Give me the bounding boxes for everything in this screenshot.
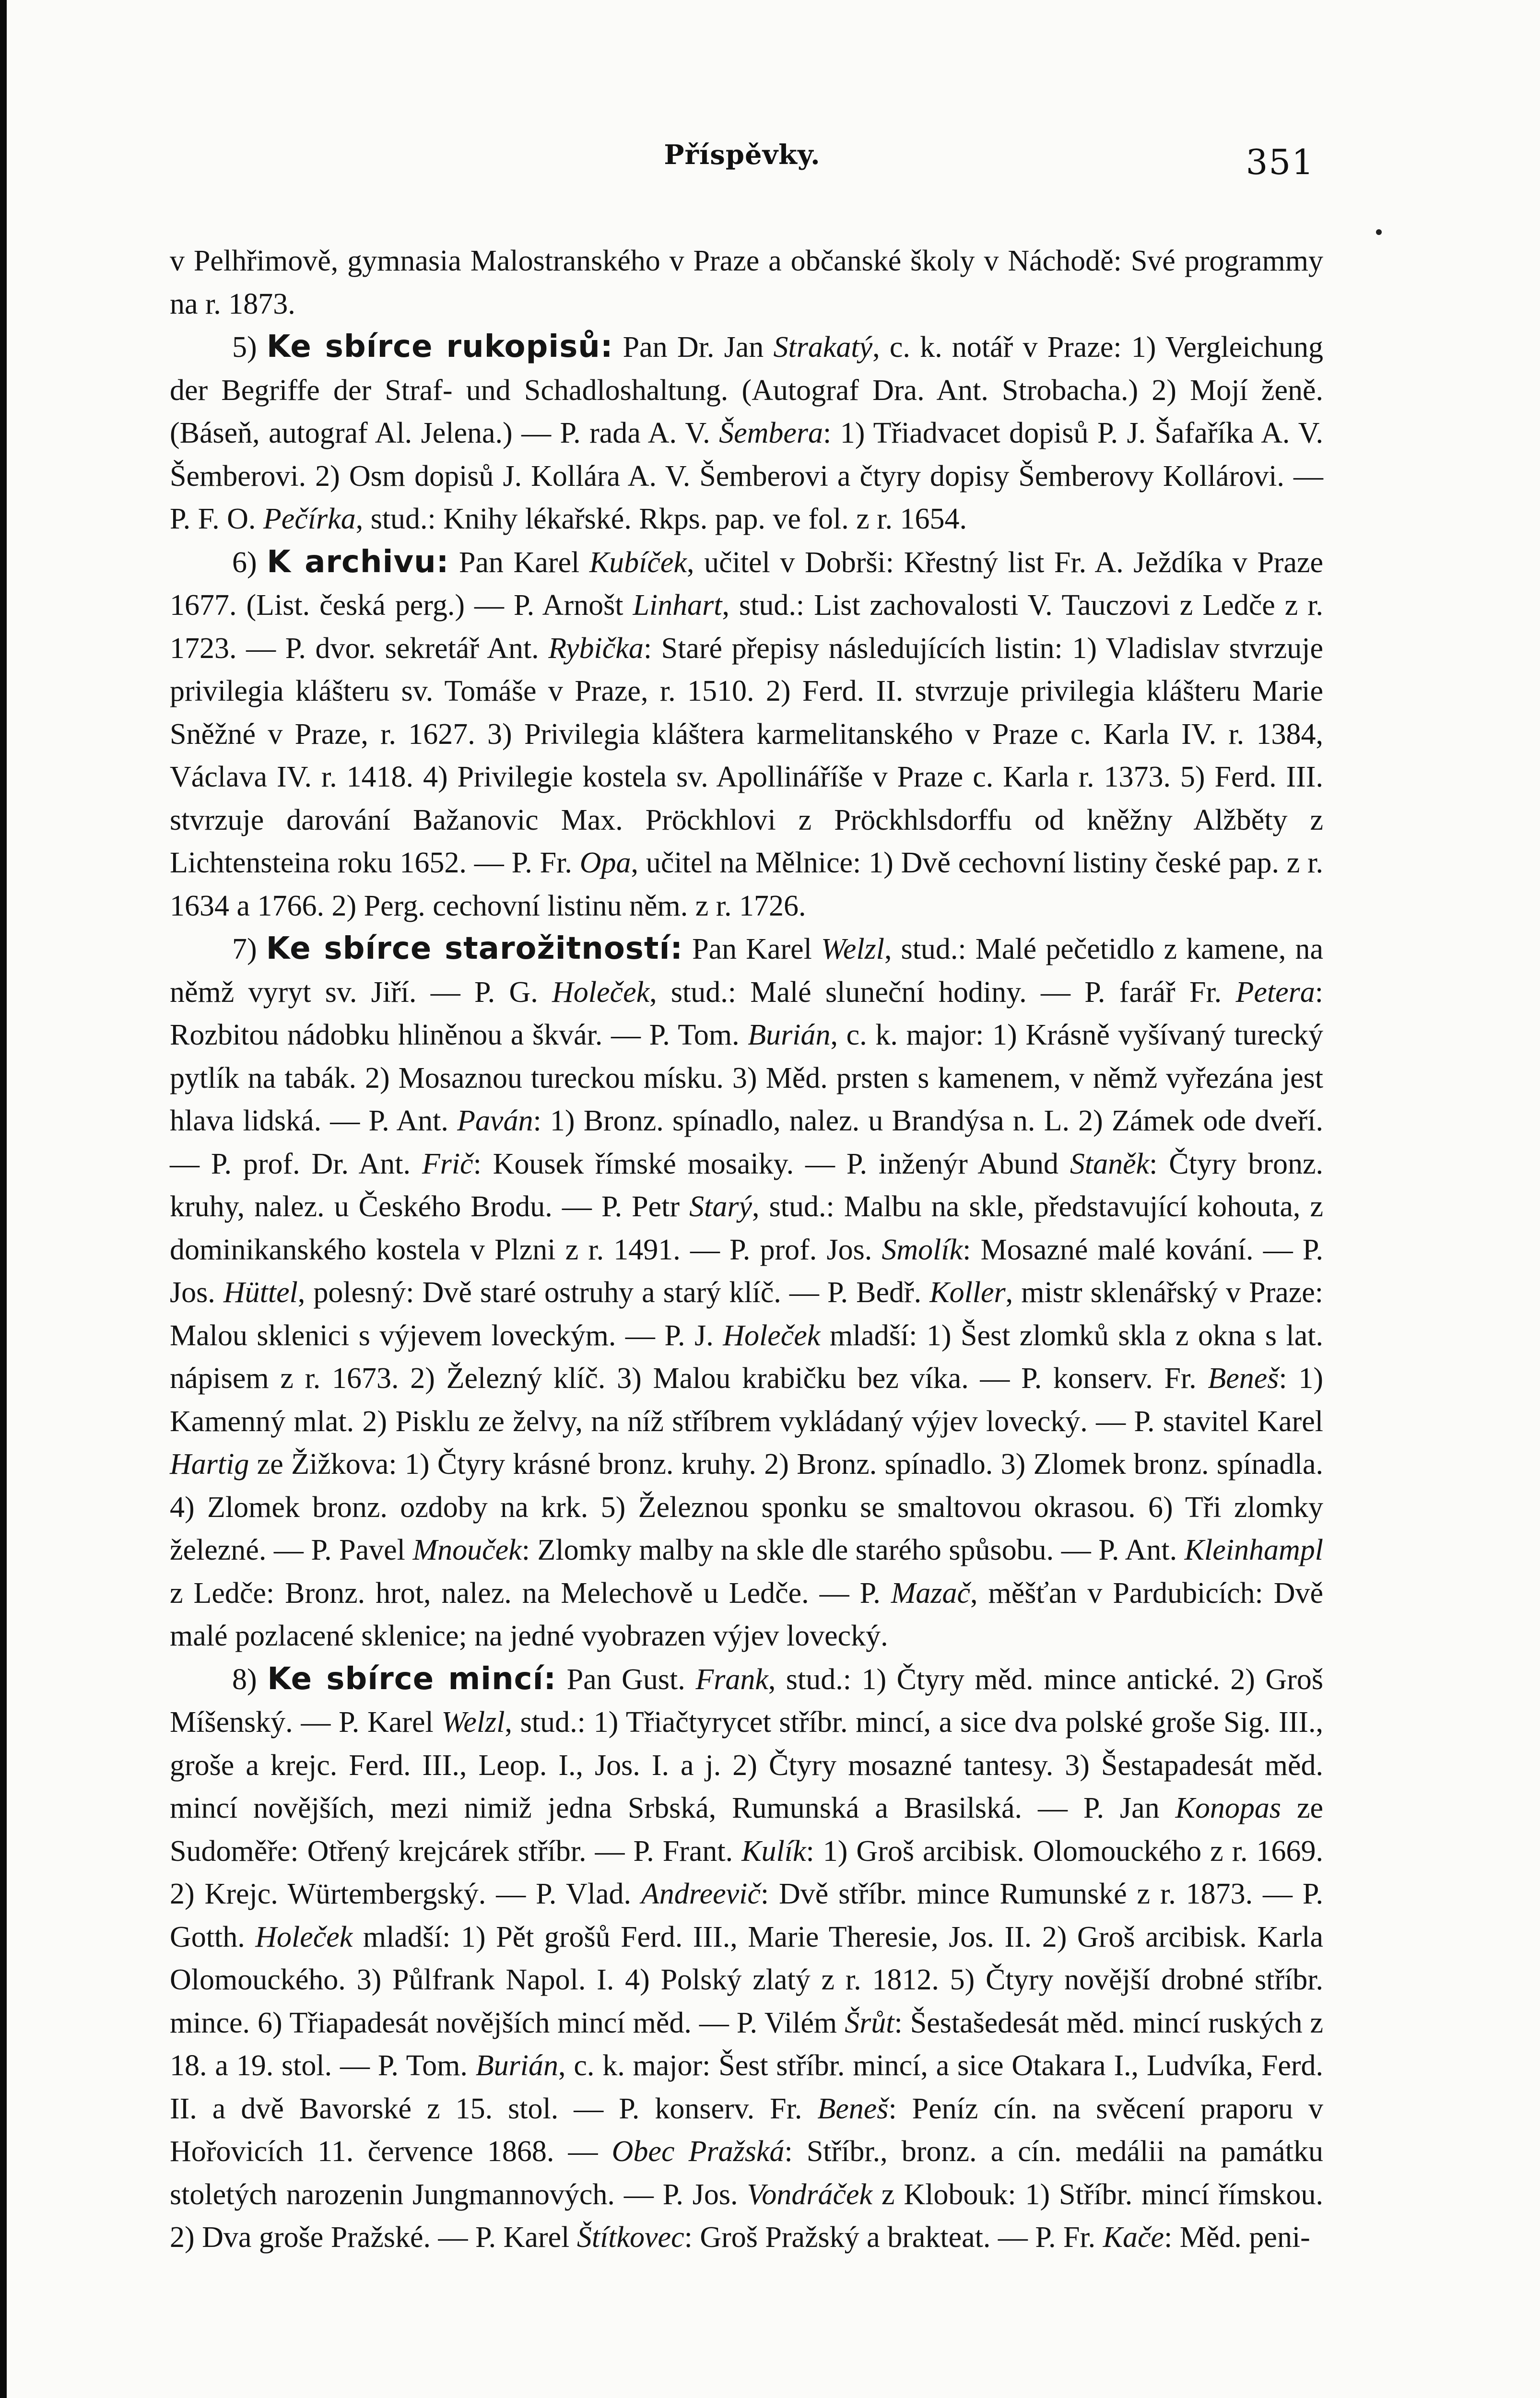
person-name: Koller: [929, 1276, 1006, 1309]
section-heading: K archivu:: [267, 544, 449, 580]
text-run: : Stříbr., bronz. a cín. medálii na památku stoletých narozenin Jungmannových. — P. Jos.: [170, 2135, 1323, 2211]
text-run: : 1) Groš arcibisk. Olomouckého z r. 1669. 2) Krejc. Würtembergský. — P. Vlad.: [170, 1834, 1323, 1910]
text-run: : Peníz cín. na svěcení praporu v Hořovicích 11. července 1868. —: [170, 2092, 1324, 2168]
text-run: ze Žižkova: 1) Čtyry krásné bronz. kruhy. 2) Bronz. spínadlo. 3) Zlomek bronz. spínadla. 4) Zlomek bronz. ozdoby na krk. 5) Železnou sponku se smaltovou okrasou. 6) Tři zlomky železné. — P. Pavel: [170, 1448, 1323, 1566]
text-run: : Měd. peni-: [1164, 2221, 1310, 2254]
text-run: : Dvě stříbr. mince Rumunské z r. 1873. — P. Gotth.: [170, 1878, 1323, 1953]
person-name: Frič: [422, 1147, 473, 1180]
ink-dot: [1376, 229, 1382, 235]
person-name: Vondráček: [747, 2178, 873, 2211]
text-run: : Zlomky malby na skle dle starého spůsobu. — P. Ant.: [521, 1534, 1185, 1566]
person-name: Opa: [579, 846, 631, 879]
person-name: Kleinhampl: [1184, 1534, 1323, 1566]
person-name: Hüttel: [223, 1276, 298, 1309]
text-run: mladší: 1) Pět grošů Ferd. III., Marie Theresie, Jos. II. 2) Groš arcibisk. Karla Olomouckého. 3) Půlfrank Napol. I. 4) Polský zlatý z r. 1812. 5) Čtyry novější drobné stříbr. mince. 6) Třiapadesát novějších mincí měd. — P. Vilém: [170, 1920, 1323, 2039]
person-name: Kulík: [741, 1834, 806, 1868]
person-name: Šembera: [719, 417, 823, 449]
text-run: , stud.: Malé sluneční hodiny. — P. farář Fr.: [649, 976, 1236, 1009]
text-run: Pan Karel: [683, 933, 821, 965]
person-name: Hartig: [170, 1448, 249, 1481]
text-run: : Kousek římské mosaiky. — P. inženýr Abund: [473, 1147, 1070, 1180]
person-name: Kače: [1103, 2221, 1164, 2254]
person-name: Petera: [1235, 976, 1315, 1009]
person-name: Burián: [475, 2049, 558, 2082]
text-run: , stud.: List zachovalosti V. Tauczovi z Ledče z r. 1723. — P. dvor. sekretář Ant.: [170, 589, 1323, 665]
text-run: , c. k. major: Šest stříbr. mincí, a sice Otakara I., Ludvíka, Ferd. II. a dvě Bavorské z 15. stol. — P. konserv. Fr.: [170, 2049, 1323, 2125]
person-name: Linhart: [633, 589, 722, 622]
text-run: , učitel na Mělnice: 1) Dvě cechovní listiny české pap. z r. 1634 a 1766. 2) Perg. cechovní listinu něm. z r. 1726.: [170, 846, 1323, 922]
text-run: , stud.: Malbu na skle, představující kohouta, z dominikanského kostela v Plzni z r. 1491. — P. prof. Jos.: [170, 1190, 1323, 1266]
section-heading: Ke sbírce rukopisů:: [266, 329, 613, 364]
book-page: [7, 0, 1540, 2398]
body-text: [170, 240, 1323, 2259]
person-name: Holeček: [723, 1319, 821, 1352]
text-run: z Ledče: Bronz. hrot, nalez. na Melechově u Ledče. — P.: [170, 1576, 891, 1610]
text-run: 6): [232, 546, 267, 579]
text-run: Pan Dr. Jan: [613, 331, 774, 364]
text-run: : Šestašedesát měd. mincí ruských z 18. a 19. stol. — P. Tom.: [170, 2006, 1323, 2082]
text-run: , měšťan v Pardubicích: Dvě malé pozlacené sklenice; na jedné vyobrazen výjev lovecký.: [170, 1576, 1323, 1652]
text-run: : Groš Pražský a brakteat. — P. Fr.: [684, 2221, 1103, 2254]
person-name: Štítkovec: [576, 2221, 684, 2254]
text-run: : 1) Třiadvacet dopisů P. J. Šafaříka A. V. Šemberovi. 2) Osm dopisů J. Kollára A. V. Šemberovi a čtyry dopisy Šemberovy Kollárovi. — P. F. O.: [170, 417, 1323, 535]
text-run: : 1) Kamenný mlat. 2) Pisklu ze želvy, na níž stříbrem vykládaný výjev lovecký. — P. stavitel Karel: [170, 1362, 1324, 1438]
person-name: Konopas: [1175, 1792, 1281, 1824]
person-name: Rybička: [548, 632, 644, 665]
person-name: Paván: [457, 1105, 533, 1137]
text-run: : Čtyry bronz. kruhy, nalez. u Českého Brodu. — P. Petr: [170, 1147, 1323, 1223]
text-run: Pan Karel: [449, 546, 589, 579]
text-run: 5): [232, 331, 267, 364]
person-name: Strakatý: [773, 331, 873, 364]
person-name: Obec Pražská: [611, 2135, 785, 2168]
paragraph-antiquities: [170, 928, 1323, 1658]
paragraph-coins: [170, 1658, 1323, 2259]
text-run: : Staré přepisy následujících listin: 1) Vladislav stvrzuje privilegia klášteru sv. Tomáše v Praze, r. 1510. 2) Ferd. II. stvrzuje privilegia klášteru Marie Sněžné v Praze, r. 1627. 3) Privilegia kláštera karmelitanského v Praze c. Karla IV. r. 1384, Václava IV. r. 1418. 4) Privilegie kostela sv. Apollináříše v Praze c. Karla r. 1373. 5) Ferd. III. stvrzuje darování Bažanovic Max. Pröckhlovi z Pröckhlsdorffu od kněžny Alžběty z Lichtensteina roku 1652. — P. Fr.: [170, 632, 1323, 879]
person-name: Holeček: [255, 1920, 353, 1953]
section-heading: Ke sbírce starožitností:: [266, 931, 683, 966]
text-run: v Pelhřimově, gymnasia Malostranského v Praze a občanské školy v Náchodě: Své programmy na r. 1873.: [170, 245, 1323, 320]
text-run: , stud.: 1) Čtyry měd. mince antické. 2) Groš Míšenský. — P. Karel: [170, 1663, 1323, 1739]
text-run: Pan Gust.: [556, 1663, 696, 1696]
text-run: , stud.: Knihy lékařské. Rkps. pap. ve fol. z r. 1654.: [355, 503, 967, 535]
person-name: Beneš: [1208, 1362, 1279, 1395]
person-name: Pečírka: [263, 503, 356, 535]
person-name: Andreevič: [641, 1878, 761, 1910]
running-title: Příspěvky.: [664, 139, 821, 171]
person-name: Kubíček: [589, 546, 687, 579]
text-run: , stud.: 1) Třiačtyrycet stříbr. mincí, a sice dva polské groše Sig. III., groše a krejc. Ferd. III., Leop. I., Jos. I. a j. 2) Čtyry mosazné tantesy. 3) Šestapadesát měd. mincí novějších, mezi nimiž jedna Srbská, Rumunská a Brasilská. — P. Jan: [170, 1706, 1323, 1824]
text-run: , c. k. notář v Praze: 1) Vergleichung der Begriffe der Straf- und Schadloshaltung. (Autograf Dra. Ant. Strobacha.) 2) Mojí ženě. (Báseň, autograf Al. Jelena.) — P. rada A. V.: [170, 331, 1323, 449]
text-run: mladší: 1) Šest zlomků skla z okna s lat. nápisem z r. 1673. 2) Železný klíč. 3) Malou krabičku bez víka. — P. konserv. Fr.: [170, 1319, 1323, 1395]
page-header: [170, 139, 1315, 182]
text-run: : Rozbitou nádobku hliněnou a škvár. — P. Tom.: [170, 976, 1323, 1051]
text-run: : Mosazné malé kování. — P. Jos.: [170, 1233, 1323, 1309]
person-name: Welzl: [441, 1706, 505, 1739]
text-run: ze Sudoměře: Otřený krejcárek stříbr. — P. Frant.: [170, 1792, 1323, 1868]
text-run: , učitel v Dobrši: Křestný list Fr. A. Ježdíka v Praze 1677. (List. česká perg.) — P. Arnošt: [170, 546, 1324, 622]
text-run: : 1) Bronz. spínadlo, nalez. u Brandýsa n. L. 2) Zámek ode dveří. — P. prof. Dr. Ant.: [170, 1105, 1323, 1180]
person-name: Holeček: [552, 976, 650, 1009]
person-name: Starý: [689, 1190, 752, 1223]
paragraph-archive: [170, 541, 1323, 928]
person-name: Burián: [748, 1019, 831, 1051]
text-run: 7): [232, 933, 266, 965]
text-run: , c. k. major: 1) Krásně vyšívaný turecký pytlík na tabák. 2) Mosaznou tureckou mísku. 3) Měd. prsten s kamenem, v němž vyřezána jest hlava lidská. — P. Ant.: [170, 1019, 1324, 1137]
text-run: 8): [232, 1663, 268, 1696]
person-name: Smolík: [882, 1233, 963, 1266]
paragraph-manuscripts: [170, 326, 1323, 541]
section-heading: Ke sbírce mincí:: [267, 1661, 557, 1697]
person-name: Mazač: [891, 1576, 970, 1610]
person-name: Staněk: [1070, 1147, 1150, 1180]
text-run: , stud.: Malé pečetidlo z kamene, na němž vyryt sv. Jiří. — P. G.: [170, 933, 1323, 1009]
text-run: , polesný: Dvě staré ostruhy a starý klíč. — P. Bedř.: [297, 1276, 930, 1309]
person-name: Šrůt: [845, 2006, 894, 2039]
paragraph-intro: [170, 240, 1323, 326]
text-run: , mistr sklenářský v Praze: Malou sklenici s výjevem loveckým. — P. J.: [170, 1276, 1323, 1352]
person-name: Frank: [695, 1663, 768, 1696]
person-name: Beneš: [817, 2092, 889, 2125]
person-name: Welzl: [821, 933, 884, 965]
text-run: z Klobouk: 1) Stříbr. mincí římskou. 2) Dva groše Pražské. — P. Karel: [170, 2178, 1323, 2254]
person-name: Mnouček: [412, 1534, 522, 1566]
page-number: 351: [1246, 142, 1315, 182]
